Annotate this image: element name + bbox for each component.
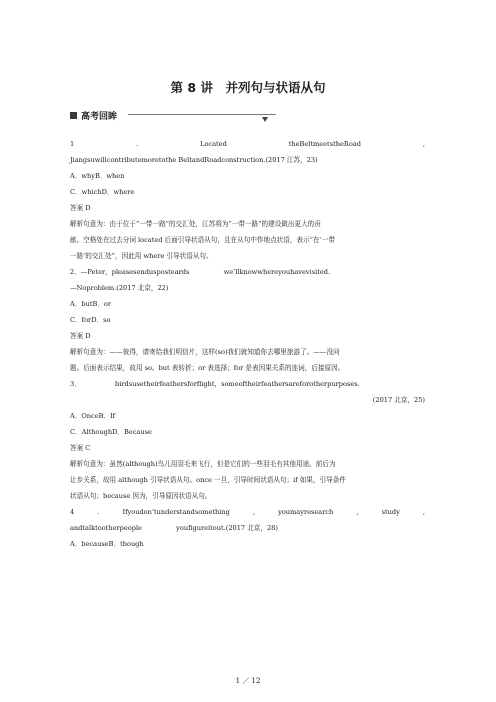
section-divider [128, 114, 276, 115]
q1-explanation-1: 解析句意为：由于位于“一带一路”的交汇处，江苏将为“一带一路”的建设做出更大的贡 [70, 220, 321, 228]
q1-answer: 答案 D [70, 204, 91, 212]
q3-answer: 答案 C [70, 444, 91, 452]
q4-comma-2: , [356, 508, 359, 516]
q2-options-cd: C．forD．so [70, 316, 111, 324]
q4-word-study: study [381, 508, 400, 516]
q3-explanation-2: 让步关系，故用 although 引导状语从句。once 一旦，引导时间状语从句；if 如果，引导条件 [70, 476, 346, 484]
q2-explanation-2: 题。后面表示结果，故用 so。but 表转折；or 表选择；for 是表因果关系的连词，后接原因。 [70, 364, 345, 372]
q4-blank-dot: . [97, 508, 100, 516]
q4-number: 4 [70, 508, 75, 516]
q3-stem-text: birdsusetheirfeathersforflight，someoftheirfeathersareforotherpurposes. [115, 380, 360, 388]
q1-options-cd: C．whichD．where [70, 188, 135, 196]
q1-explanation-3: 一路’的交汇处”，因此用 where 引导状语从句。 [70, 252, 213, 260]
q2-options-ab: A．butB．or [70, 300, 112, 308]
q1-explanation-2: 献。空格处在过去分词 located 后面引导状语从句，且在从句中作地点状语，表示“在‘一带 [70, 236, 335, 244]
q2-stem-part2: we’llknowwhereyouhavevisited. [223, 268, 331, 276]
q3-explanation-1: 解析句意为：虽然(although)鸟儿用羽毛来飞行，但是它们的一些羽毛有其他用途。前后为 [70, 460, 336, 468]
page-number: 1 ／ 12 [235, 677, 261, 685]
q1-blank-dot: . [136, 140, 139, 148]
q3-stem-line2: (2017 北京，25) [372, 396, 425, 404]
q4-stem-part2: youfigureitout.(2017 北京，28) [176, 524, 278, 532]
q1-comma: , [422, 140, 425, 148]
q1-phrase: theBeltmeetstheRoad [288, 140, 361, 148]
q2-stem-line2: —Noproblem.(2017 北京，22) [70, 284, 169, 292]
section-label: 高考回眸 [81, 111, 118, 122]
q1-stem-line1 [70, 140, 425, 149]
q1-number: 1 [70, 140, 75, 148]
page-title: 第 8 讲 并列句与状语从句 [170, 80, 326, 95]
q4-comma-1: , [252, 508, 256, 516]
q4-word-research: youmayresearch [278, 508, 334, 516]
q4-stem-line2 [70, 524, 425, 533]
q3-explanation-3: 状语从句；because 因为，引导原因状语从句。 [70, 492, 212, 500]
section-header [70, 108, 117, 122]
q1-stem-line2: Jiangsuwillcontributemoretothe BeltandRoadconstruction.(2017 江苏，23) [70, 156, 318, 164]
q2-stem-line1 [70, 268, 425, 277]
q3-options-ab: A．OnceB．If [70, 412, 116, 420]
q1-word: Located [200, 140, 227, 148]
q4-clause: Ifyoudon’tunderstandsomething [122, 508, 230, 516]
q2-answer: 答案 D [70, 332, 91, 340]
q2-explanation-1: 解析句意为：——彼得，请寄给我们明信片，这样(so)我们就知道你去哪里旅游了。——没问 [70, 348, 340, 356]
section-square-icon [70, 112, 77, 119]
q4-options-ab: A．becauseB．though [70, 540, 144, 548]
q1-options-ab: A．whyB．when [70, 172, 125, 180]
q4-comma-3: , [422, 508, 425, 516]
q4-stem-part1: andtalktootherpeople [70, 524, 142, 532]
triangle-down-icon [262, 117, 268, 122]
q3-stem-line1 [70, 380, 425, 389]
q3-number: 3． [70, 380, 81, 388]
q2-stem-part1: 2．—Peter，pleasesendusposteards [70, 268, 190, 276]
q4-stem-line1 [70, 508, 425, 517]
q3-options-cd: C．AlthoughD．Because [70, 428, 152, 436]
